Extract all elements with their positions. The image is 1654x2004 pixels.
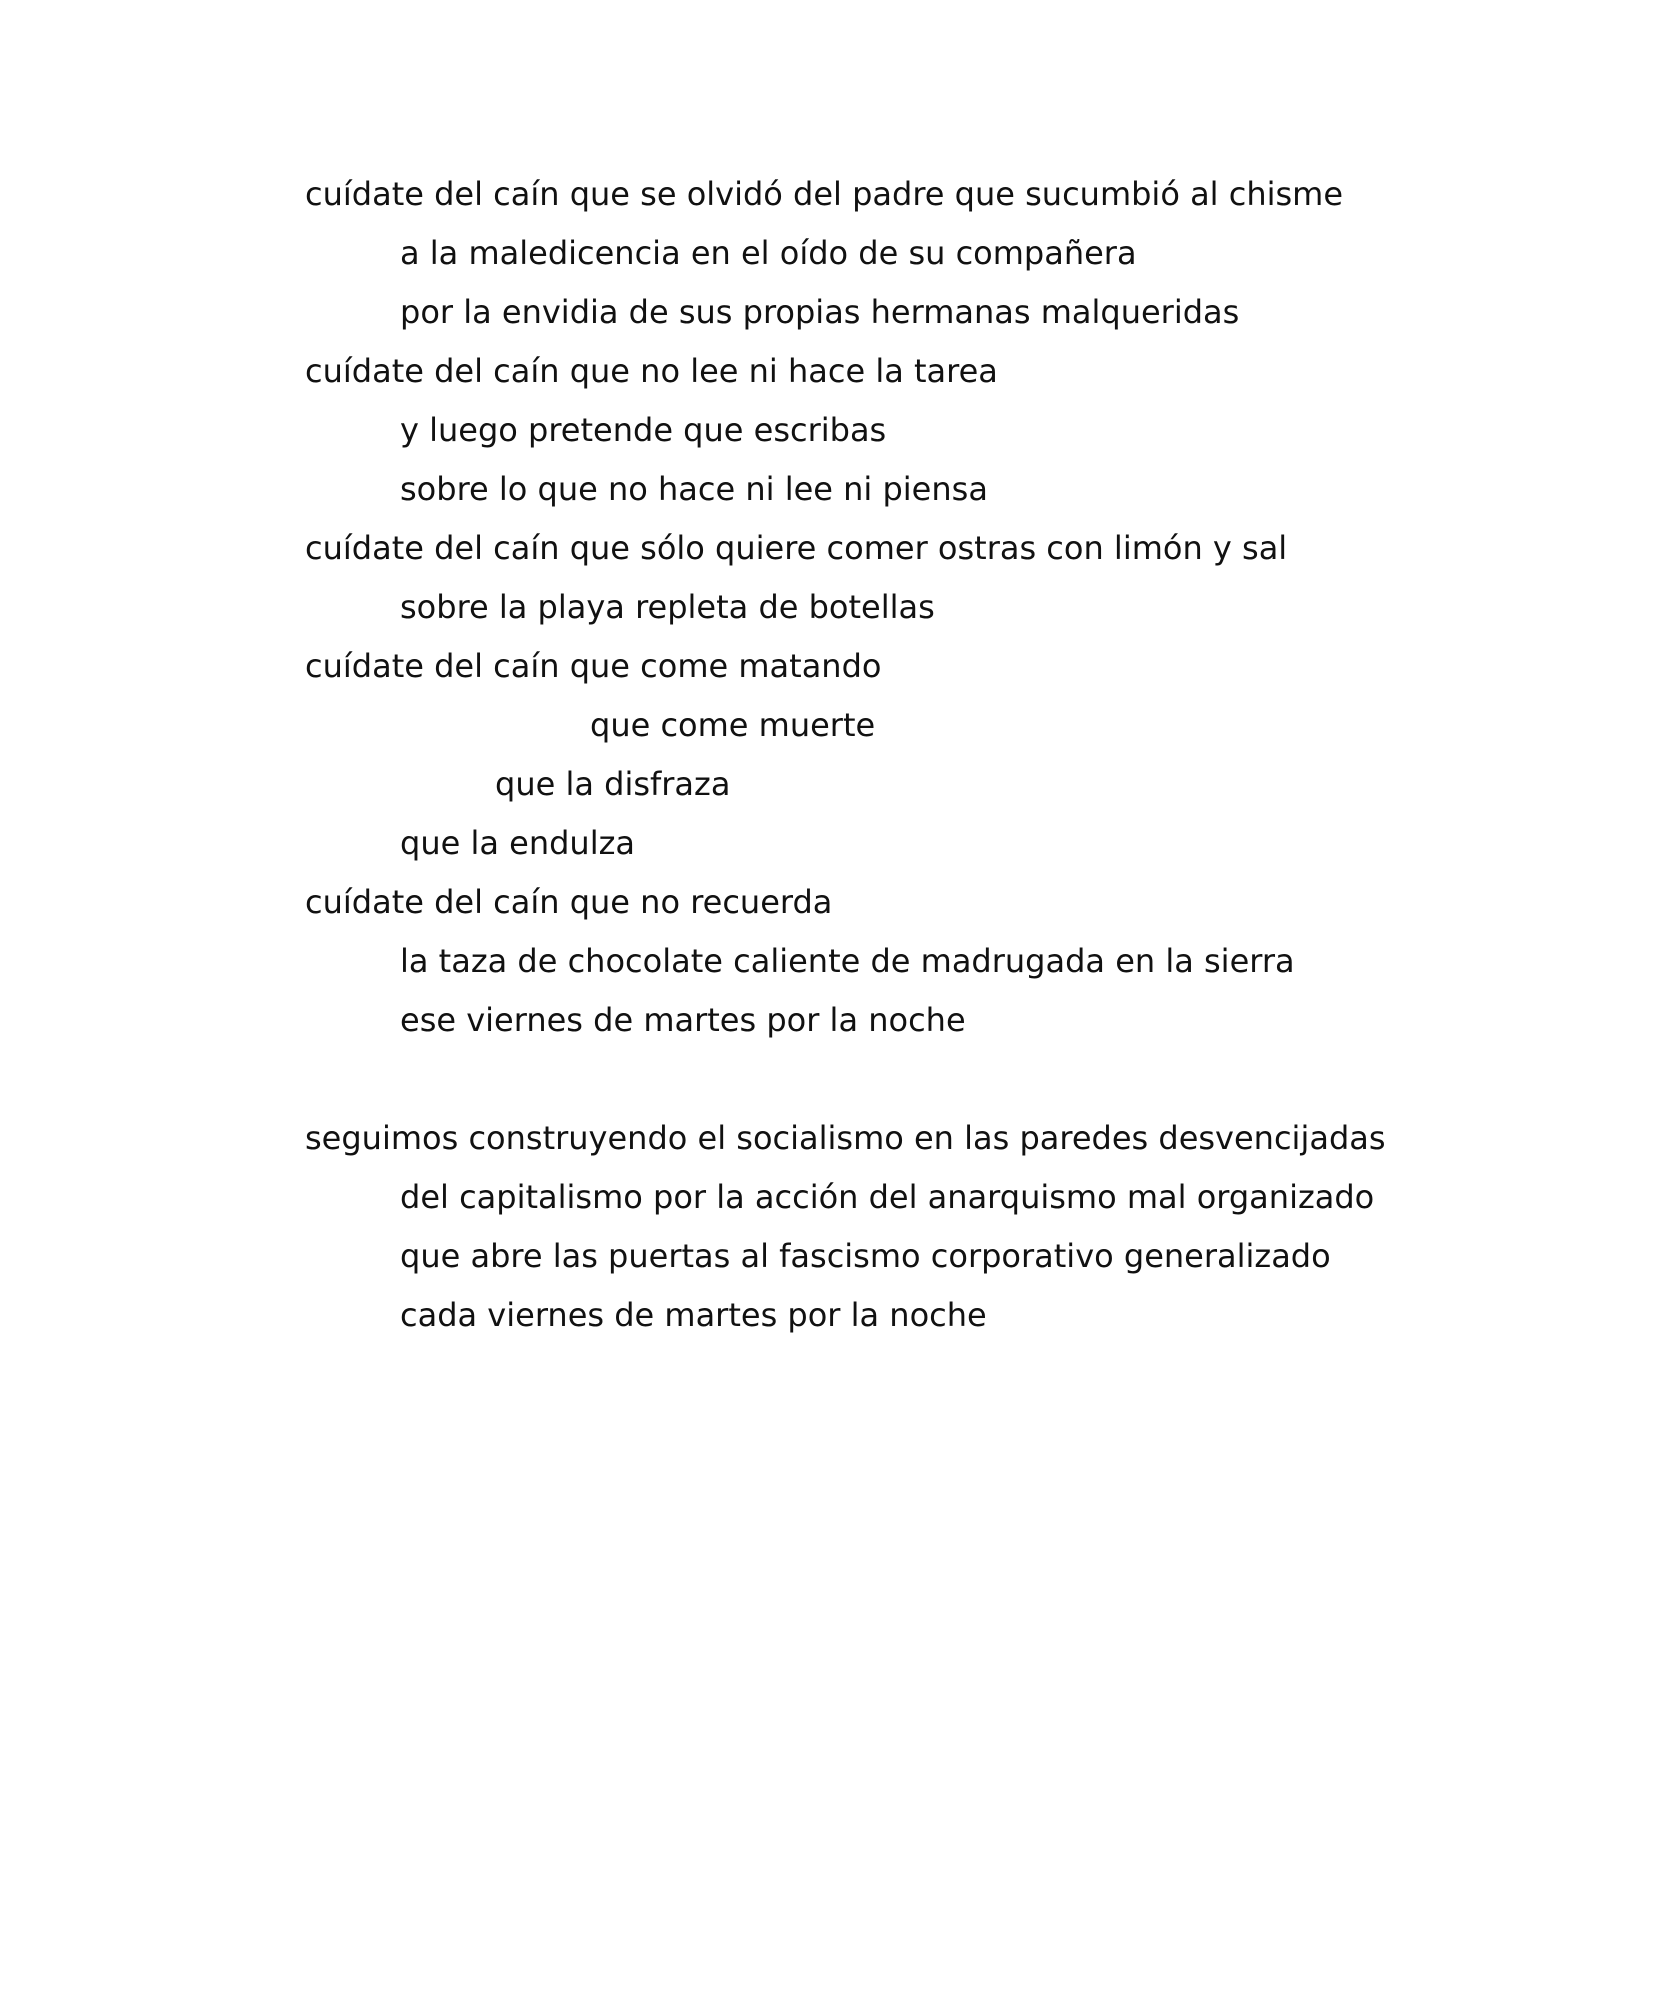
poem-line: cada viernes de martes por la noche <box>400 1296 987 1334</box>
poem-line: a la maledicencia en el oído de su compañera <box>400 234 1137 272</box>
poem-line: que la endulza <box>400 824 635 862</box>
poem-line: que la disfraza <box>495 765 731 803</box>
stanza <box>305 165 1505 1050</box>
poem-line: seguimos construyendo el socialismo en las paredes desvencijadas <box>305 1119 1386 1157</box>
poem-line: la taza de chocolate caliente de madrugada en la sierra <box>400 942 1295 980</box>
poem-line: del capitalismo por la acción del anarquismo mal organizado <box>400 1178 1375 1216</box>
poem-line: sobre la playa repleta de botellas <box>400 588 935 626</box>
poem-line: que come muerte <box>590 706 876 744</box>
poem-line: cuídate del caín que se olvidó del padre que sucumbió al chisme <box>305 175 1344 213</box>
stanza <box>305 1109 1505 1345</box>
poem-line: por la envidia de sus propias hermanas malqueridas <box>400 293 1240 331</box>
poem-line: cuídate del caín que no recuerda <box>305 883 833 921</box>
poem-line: ese viernes de martes por la noche <box>400 1001 966 1039</box>
poem-body <box>305 165 1505 1345</box>
poem-line: cuídate del caín que come matando <box>305 647 882 685</box>
poem-line: sobre lo que no hace ni lee ni piensa <box>400 470 988 508</box>
poem-line: cuídate del caín que sólo quiere comer ostras con limón y sal <box>305 529 1288 567</box>
stanza-gap <box>305 1050 1505 1109</box>
poem-line: cuídate del caín que no lee ni hace la tarea <box>305 352 998 390</box>
poem-line: que abre las puertas al fascismo corporativo generalizado <box>400 1237 1331 1275</box>
poem-line: y luego pretende que escribas <box>400 411 887 449</box>
